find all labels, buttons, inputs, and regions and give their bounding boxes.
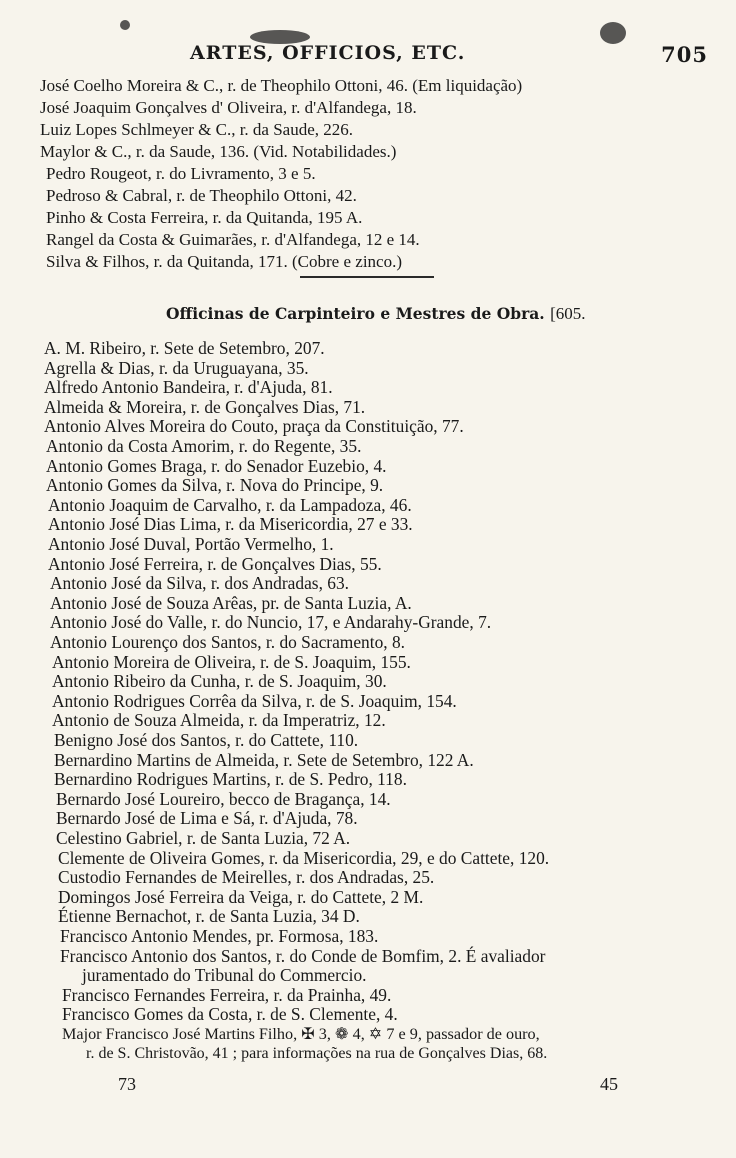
list-item: Antonio José da Silva, r. dos Andradas, 63. [50,573,350,594]
list-item: Almeida & Moreira, r. de Gonçalves Dias, 71. [44,396,366,417]
list-item: Maylor & C., r. da Saude, 136. (Vid. Notabilidades.) [40,142,397,161]
list-item: Silva & Filhos, r. da Quitanda, 171. (Cobre e zinco.) [46,252,402,271]
list-item: Antonio Gomes da Silva, r. Nova do Principe, 9. [46,475,384,496]
list-item: Luiz Lopes Schlmeyer & C., r. da Saude, 226. [40,120,354,139]
list-item: Antonio de Souza Almeida, r. da Imperatriz, 12. [52,710,386,731]
list-item: Francisco Antonio Mendes, pr. Formosa, 183. [60,926,379,946]
list-item: Antonio Alves Moreira do Couto, praça da Constituição, 77. [44,416,464,437]
page-footer [0,1074,736,1098]
ink-blot [120,20,130,30]
list-item: Celestino Gabriel, r. de Santa Luzia, 72 A. [56,828,351,848]
list-item: Alfredo Antonio Bandeira, r. d'Ajuda, 81. [44,377,333,398]
list-item: Agrella & Dias, r. da Uruguayana, 35. [44,357,309,378]
section-heading: Officinas de Carpinteiro e Mestres de Obra. [166,304,545,323]
list-item: Bernardo José Loureiro, becco de Bragança, 14. [56,788,391,809]
list-item: Bernardo José de Lima e Sá, r. d'Ajuda, 78. [56,808,358,829]
section-divider [300,276,434,278]
list-item-continuation: juramentado do Tribunal do Commercio. [82,965,367,986]
list-item: Major Francisco José Martins Filho, ✠ 3, ❁ 4, ✡ 7 e 9, passador de ouro, [62,1025,540,1043]
list-item: Antonio Ribeiro da Cunha, r. de S. Joaquim, 30. [52,671,387,692]
running-title: ARTES, OFFICIOS, ETC. [190,42,466,64]
list-item: Pedroso & Cabral, r. de Theophilo Ottoni, 42. [46,186,357,205]
list-item: Bernardino Martins de Almeida, r. Sete de Setembro, 122 A. [54,749,474,770]
list-item-continuation: r. de S. Christovão, 41 ; para informações na rua de Gonçalves Dias, 68. [86,1044,548,1062]
list-item: Francisco Antonio dos Santos, r. do Conde de Bomfim, 2. É avaliador [60,945,546,966]
list-item: Rangel da Costa & Guimarães, r. d'Alfandega, 12 e 14. [46,230,420,249]
ink-blot [600,22,626,44]
list-item: Antonio Rodrigues Corrêa da Silva, r. de S. Joaquim, 154. [52,690,457,711]
page-header [190,42,708,70]
list-item: José Coelho Moreira & C., r. de Theophilo Ottoni, 46. (Em liquidação) [40,76,523,95]
list-item: Antonio José de Souza Arêas, pr. de Santa Luzia, A. [50,592,412,613]
list-item: Francisco Gomes da Costa, r. de S. Clemente, 4. [62,1004,398,1025]
list-item: Antonio Gomes Braga, r. do Senador Euzebio, 4. [46,455,387,476]
list-item: A. M. Ribeiro, r. Sete de Setembro, 207. [44,338,325,358]
list-item: Antonio José Ferreira, r. de Gonçalves Dias, 55. [48,553,382,574]
list-item: Francisco Fernandes Ferreira, r. da Prainha, 49. [62,984,392,1005]
list-item: Antonio Lourenço dos Santos, r. do Sacramento, 8. [50,632,406,652]
list-item: Antonio Moreira de Oliveira, r. de S. Joaquim, 155. [52,651,411,672]
list-item: Clemente de Oliveira Gomes, r. da Misericordia, 29, e do Cattete, 120. [58,847,550,868]
list-item: Antonio da Costa Amorim, r. do Regente, 35. [46,436,362,456]
list-item: Antonio José do Valle, r. do Nuncio, 17, e Andarahy-Grande, 7. [50,612,492,633]
signature-mark-left: 73 [118,1074,136,1094]
list-item: Antonio José Duval, Portão Vermelho, 1. [48,534,334,554]
list-item: Bernardino Rodrigues Martins, r. de S. Pedro, 118. [54,769,407,790]
list-item: Antonio José Dias Lima, r. da Misericordia, 27 e 33. [48,514,413,535]
list-item: Étienne Bernachot, r. de Santa Luzia, 34 D. [58,906,360,927]
list-item: Antonio Joaquim de Carvalho, r. da Lampadoza, 46. [48,494,412,515]
list-item: Pedro Rougeot, r. do Livramento, 3 e 5. [46,164,316,183]
list-item: José Joaquim Gonçalves d' Oliveira, r. d'Alfandega, 18. [40,98,417,117]
list-item: Pinho & Costa Ferreira, r. da Quitanda, 195 A. [46,208,363,227]
page-number: 705 [661,42,708,67]
list-item: Benigno José dos Santos, r. do Cattete, 110. [54,730,359,750]
list-item: Domingos José Ferreira da Veiga, r. do Cattete, 2 M. [58,886,424,907]
section-count: [605. [550,304,586,323]
list-item: Custodio Fernandes de Meirelles, r. dos Andradas, 25. [58,867,435,888]
section-title [166,304,586,324]
signature-mark-right: 45 [600,1074,618,1094]
